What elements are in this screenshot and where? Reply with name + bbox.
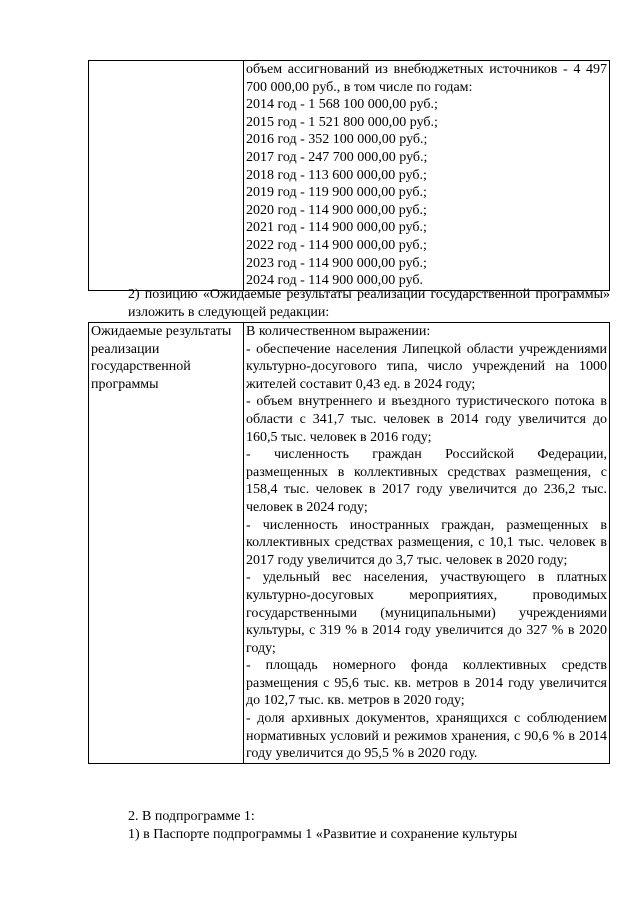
table-label-cell [89, 61, 244, 291]
expected-result-item: - площадь номерного фонда коллективных средств размещения с 95,6 тыс. кв. метров в 2014 году увеличится до 102,7 тыс. кв. метров в 2020 году; [246, 658, 607, 709]
expected-results-heading: В количественном выражении: [246, 324, 431, 339]
paragraph-subprogram-heading [88, 808, 610, 826]
expected-result-item: - обеспечение населения Липецкой области учреждениями культурно-досугового типа, число учреждений на 1000 жителей составит 0,43 ед. в 2024 году; [246, 341, 607, 392]
funding-year-line: 2020 год - 114 900 000,00 руб.; [246, 202, 427, 218]
funding-year-line: 2023 год - 114 900 000,00 руб.; [246, 255, 427, 271]
expected-result-item: - удельный вес населения, участвующего в платных культурно-досуговых мероприятиях, проводимых государственными (муниципальными) учреждениями культуры, с 319 % в 2014 году увеличится до 327 % в 2020 году; [246, 570, 607, 656]
expected-result-item: - численность граждан Российской Федерации, размещенных в коллективных средствах размещения, с 158,4 тыс. человек в 2017 году увеличится до 236,2 тыс. человек в 2024 году; [246, 447, 607, 515]
table-row [89, 61, 610, 291]
funding-year-line: 2024 год - 114 900 000,00 руб. [246, 273, 424, 289]
funding-year-line: 2017 год - 247 700 000,00 руб.; [246, 149, 428, 165]
funding-year-line: 2022 год - 114 900 000,00 руб.; [246, 237, 427, 253]
table-content-cell [244, 323, 610, 764]
funding-year-line: 2014 год - 1 568 100 000,00 руб.; [246, 97, 438, 113]
paragraph-subprogram-passport [88, 826, 610, 844]
funding-year-line: 2019 год - 119 900 000,00 руб.; [246, 185, 427, 201]
funding-year-line: 2021 год - 114 900 000,00 руб.; [246, 220, 427, 236]
funding-intro: объем ассигнований из внебюджетных источников - 4 497 700 000,00 руб., в том числе по годам: [246, 62, 607, 95]
table-row [89, 323, 610, 764]
funding-year-line: 2015 год - 1 521 800 000,00 руб.; [246, 114, 438, 130]
expected-results-label: Ожидаемые результаты реализации государственной программы [91, 324, 232, 392]
table-label-cell [89, 323, 244, 764]
funding-year-line: 2016 год - 352 100 000,00 руб.; [246, 132, 428, 148]
paragraph-text: 2) позицию «Ожидаемые результаты реализации государственной программы» изложить в следующей редакции: [128, 287, 610, 320]
paragraph-text: 1) в Паспорте подпрограммы 1 «Развитие и сохранение культуры [128, 827, 518, 842]
funding-year-line: 2018 год - 113 600 000,00 руб.; [246, 167, 427, 183]
funding-table [88, 60, 610, 291]
paragraph-text: 2. В подпрограмме 1: [128, 809, 255, 824]
table-content-cell [244, 61, 610, 291]
expected-results-table [88, 322, 610, 764]
paragraph-amendment-2 [88, 286, 610, 321]
expected-result-item: - объем внутреннего и въездного туристического потока в области с 341,7 тыс. человек в 2014 году увеличится до 160,5 тыс. человек в 2016 году; [246, 394, 607, 445]
expected-result-item: - численность иностранных граждан, размещенных в коллективных средствах размещения, с 10,1 тыс. человек в 2017 году увеличится до 3,7 тыс. человек в 2020 году; [246, 517, 607, 568]
expected-result-item: - доля архивных документов, хранящихся с соблюдением нормативных условий и режимов хранения, с 90,6 % в 2014 году увеличится до 95,5 % в 2020 году. [246, 711, 607, 762]
